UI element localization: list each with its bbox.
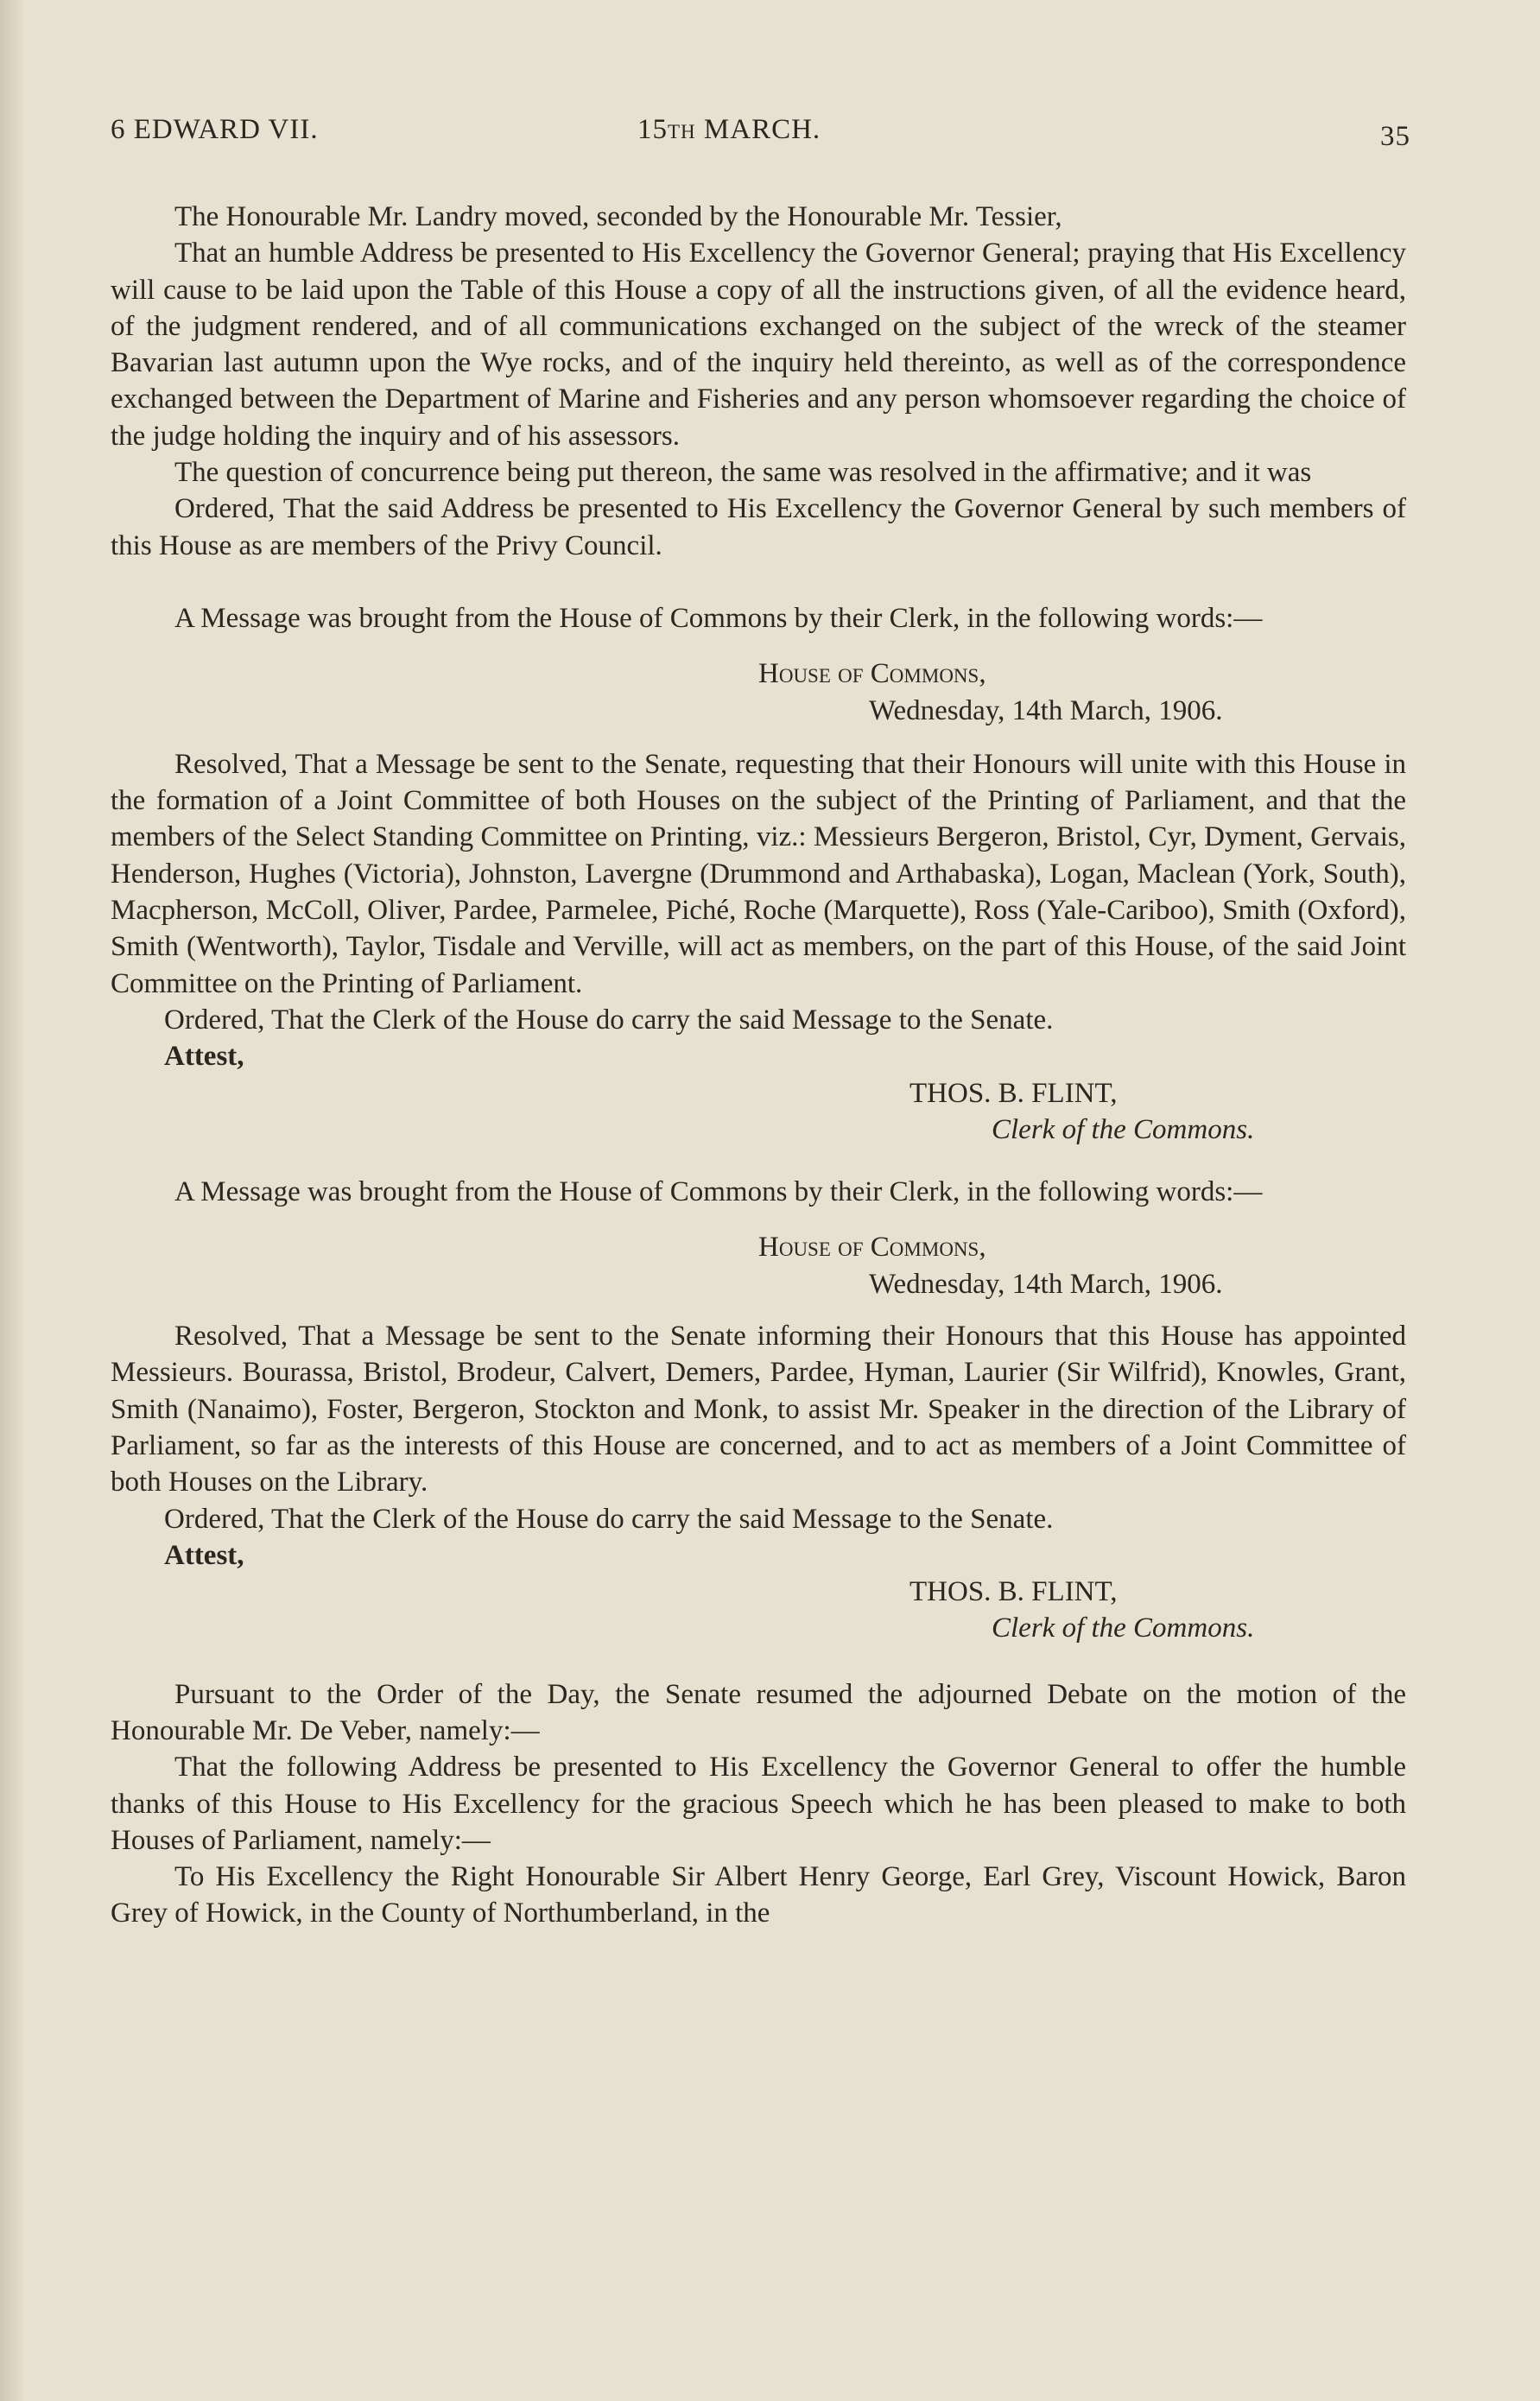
message2-resolved: Resolved, That a Message be sent to the Senate informing their Honours that this House has appointed Messieurs. Bourassa, Bristol, Brodeur, Calvert, Demers, Pardee, Hyman, Laurier (Sir Wilfrid), Knowles, Grant, Smith (Nanaimo), Foster, Bergeron, Stockton and Monk, to assist Mr. Speaker in the direction of the Library of Parliament, so far as the interests of this House are concerned, and to act as members of a Joint Committee of both Houses on the Library. [111, 1321, 1406, 1498]
message2-signer: THOS. B. FLINT, [909, 1576, 1118, 1608]
page-number: 35 [1380, 121, 1410, 152]
message1-signer-title: Clerk of the Commons. [992, 1113, 1255, 1145]
message2-ordered: Ordered, That the Clerk of the House do carry the said Message to the Senate. [164, 1503, 1054, 1535]
message1-signer: THOS. B. FLINT, [909, 1077, 1118, 1109]
message2-house: House of Commons, [758, 1232, 986, 1264]
ordered-paragraph: Ordered, That the said Address be presented to His Excellency the Governor General by such members of this House as are members of the Privy Council. [111, 493, 1406, 561]
concurrence-paragraph: The question of concurrence being put thereon, the same was resolved in the affirmative; and it was [174, 457, 1312, 489]
message2-attest: Attest, [164, 1539, 244, 1571]
message1-date: Wednesday, 14th March, 1906. [869, 694, 1223, 726]
page-spine-shadow [0, 0, 22, 2401]
message2-date: Wednesday, 14th March, 1906. [869, 1268, 1223, 1300]
header-reign: 6 EDWARD VII. [111, 114, 319, 145]
thanks-address-paragraph: That the following Address be presented to His Excellency the Governor General to offer the humble thanks of this House to His Excellency for the gracious Speech which he has been pleased to make to both Houses of Parliament, namely:— [111, 1752, 1406, 1856]
running-header [111, 114, 1410, 157]
header-date: 15th MARCH. [637, 114, 821, 145]
message1-attest: Attest, [164, 1041, 244, 1073]
governor-general-paragraph: To His Excellency the Right Honourable Sir Albert Henry George, Earl Grey, Viscount Howick, Baron Grey of Howick, in the County of Northumberland, in the [111, 1861, 1406, 1929]
message1-intro: A Message was brought from the House of Commons by their Clerk, in the following words:— [174, 602, 1263, 634]
order-of-day-paragraph: Pursuant to the Order of the Day, the Senate resumed the adjourned Debate on the motion of the Honourable Mr. De Veber, namely:— [111, 1678, 1406, 1746]
message1-house: House of Commons, [758, 658, 986, 690]
page-body [111, 199, 1406, 1932]
message2-signer-title: Clerk of the Commons. [992, 1612, 1255, 1644]
message2-intro: A Message was brought from the House of Commons by their Clerk, in the following words:— [174, 1176, 1263, 1208]
address-paragraph: That an humble Address be presented to His Excellency the Governor General; praying that His Excellency will cause to be laid upon the Table of this House a copy of all the instructions given, of all the evidence heard, of the judgment rendered, and of all communications exchanged on the subject of the wreck of the steamer Bavarian last autumn upon the Wye rocks, and of the inquiry held thereinto, as well as of the correspondence exchanged between the Department of Marine and Fisheries and any person whomsoever regarding the choice of the judge holding the inquiry and of his assessors. [111, 238, 1406, 452]
message1-resolved: Resolved, That a Message be sent to the Senate, requesting that their Honours will unite with this House in the formation of a Joint Committee of both Houses on the subject of the Printing of Parliament, and that the members of the Select Standing Committee on Printing, viz.: Messieurs Bergeron, Bristol, Cyr, Dyment, Gervais, Henderson, Hughes (Victoria), Johnston, Lavergne (Drummond and Arthabaska), Logan, Maclean (York, South), Macpherson, McColl, Oliver, Pardee, Parmelee, Piché, Roche (Marquette), Ross (Yale-Cariboo), Smith (Oxford), Smith (Wentworth), Taylor, Tisdale and Verville, will act as members, on the part of this House, of the said Joint Committee on the Printing of Parliament. [111, 748, 1406, 999]
motion-paragraph: The Honourable Mr. Landry moved, seconded by the Honourable Mr. Tessier, [174, 201, 1062, 232]
message1-ordered: Ordered, That the Clerk of the House do carry the said Message to the Senate. [164, 1004, 1054, 1036]
